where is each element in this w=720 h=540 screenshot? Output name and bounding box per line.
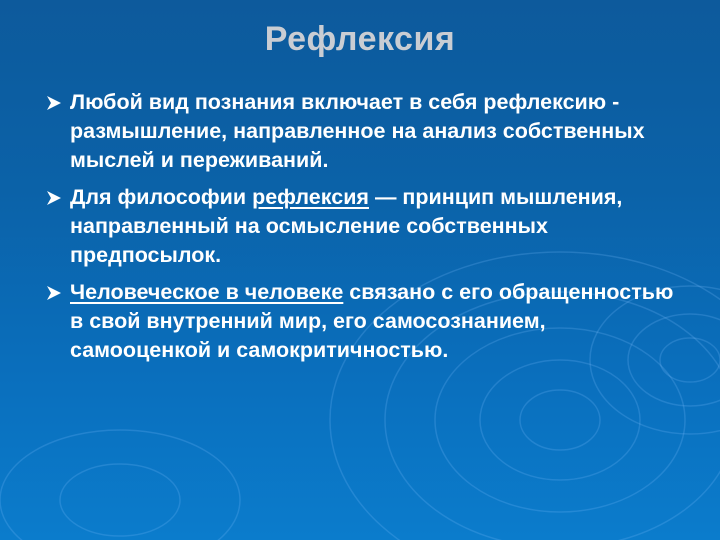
hyperlink-reflexia[interactable]: рефлексия (252, 185, 369, 209)
bullet-item (46, 278, 686, 365)
slide-title: Рефлексия (264, 20, 456, 58)
hyperlink-human-in-human[interactable]: Человеческое в человеке (70, 280, 344, 304)
bullet-text-lead: Для философии (70, 185, 253, 209)
arrowhead-bullet-icon (46, 95, 62, 111)
bullet-list (46, 88, 686, 373)
arrowhead-bullet-icon (46, 190, 62, 206)
bullet-text-rest: — принцип мышления, направленный на осмысление собственных предпосылок. (70, 185, 623, 267)
bullet-item (46, 183, 686, 270)
bullet-text: Любой вид познания включает в себя рефлексию - размышление, направленное на анализ собственных мыслей и переживаний. (70, 90, 645, 172)
bullet-item (46, 88, 686, 175)
bullet-text-rest: связано с его обращенностью в свой внутренний мир, его самосознанием, самооценкой и самокритичностью. (70, 280, 674, 362)
arrowhead-bullet-icon (46, 285, 62, 301)
